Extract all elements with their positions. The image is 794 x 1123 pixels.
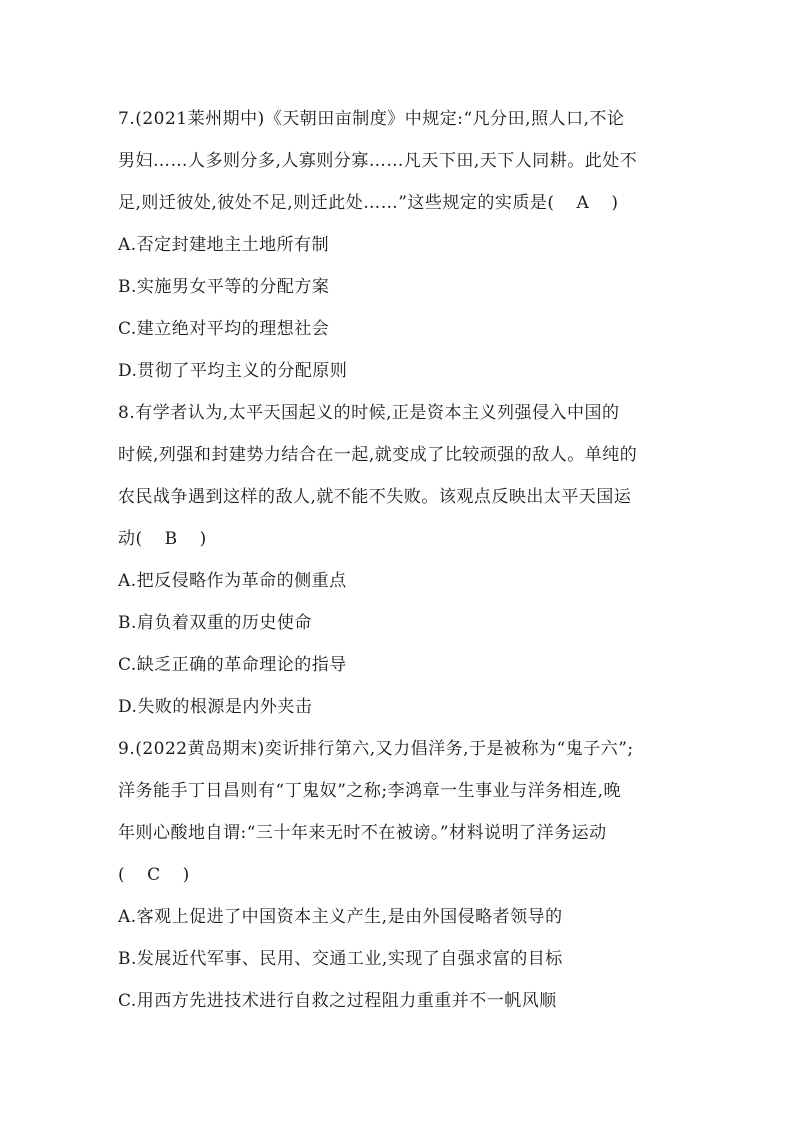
q9-option-a: A.客观上促进了中国资本主义产生,是由外国侵略者领导的 xyxy=(118,907,563,927)
q8-option-b: B.肩负着双重的历史使命 xyxy=(118,613,312,633)
q9-close-paren: ) xyxy=(182,865,190,885)
q8-stem-text: 动( xyxy=(118,529,143,549)
q8-option-d: D.失败的根源是内外夹击 xyxy=(118,697,313,717)
q7-option-a: A.否定封建地主土地所有制 xyxy=(118,235,330,255)
q9-stem-line-4 xyxy=(118,865,190,885)
q9-stem-text: ( xyxy=(118,865,126,885)
q7-stem-line-3 xyxy=(118,193,618,213)
q8-stem-line-2: 时候,列强和封建势力结合在一起,就变成了比较顽强的敌人。单纯的 xyxy=(118,445,638,465)
q7-close-paren: ) xyxy=(611,193,619,213)
q7-option-d: D.贯彻了平均主义的分配原则 xyxy=(118,361,348,381)
q8-option-c: C.缺乏正确的革命理论的指导 xyxy=(118,655,347,675)
q7-answer: A xyxy=(576,193,590,213)
q8-close-paren: ) xyxy=(199,529,207,549)
q7-option-c: C.建立绝对平均的理想社会 xyxy=(118,319,330,339)
q9-stem-line-2: 洋务能手丁日昌则有“丁鬼奴”之称;李鸿章一生事业与洋务相连,晚 xyxy=(118,781,622,801)
q8-stem-line-3: 农民战争遇到这样的敌人,就不能不失败。该观点反映出太平天国运 xyxy=(118,487,632,507)
q9-stem-line-1: 9.(2022黄岛期末)奕䜣排行第六,又力倡洋务,于是被称为“鬼子六”; xyxy=(118,739,634,759)
q8-stem-line-4 xyxy=(118,529,207,549)
q7-stem-line-1: 7.(2021莱州期中)《天朝田亩制度》中规定:“凡分田,照人口,不论 xyxy=(118,109,625,129)
q7-stem-line-2: 男妇……人多则分多,人寡则分寡……凡天下田,天下人同耕。此处不 xyxy=(118,151,638,171)
q9-option-c: C.用西方先进技术进行自救之过程阻力重重并不一帆风顺 xyxy=(118,991,557,1011)
q7-option-b: B.实施男女平等的分配方案 xyxy=(118,277,330,297)
q8-stem-line-1: 8.有学者认为,太平天国起义的时候,正是资本主义列强侵入中国的 xyxy=(118,403,620,423)
q9-stem-line-3: 年则心酸地自谓:“三十年来无时不在被谤。”材料说明了洋务运动 xyxy=(118,823,607,843)
q7-stem-text: 足,则迁彼处,彼处不足,则迁此处……”这些规定的实质是( xyxy=(118,193,555,213)
q8-answer: B xyxy=(164,529,178,549)
q9-option-b: B.发展近代军事、民用、交通工业,实现了自强求富的目标 xyxy=(118,949,563,969)
q9-answer: C xyxy=(147,865,161,885)
q8-option-a: A.把反侵略作为革命的侧重点 xyxy=(118,571,347,591)
